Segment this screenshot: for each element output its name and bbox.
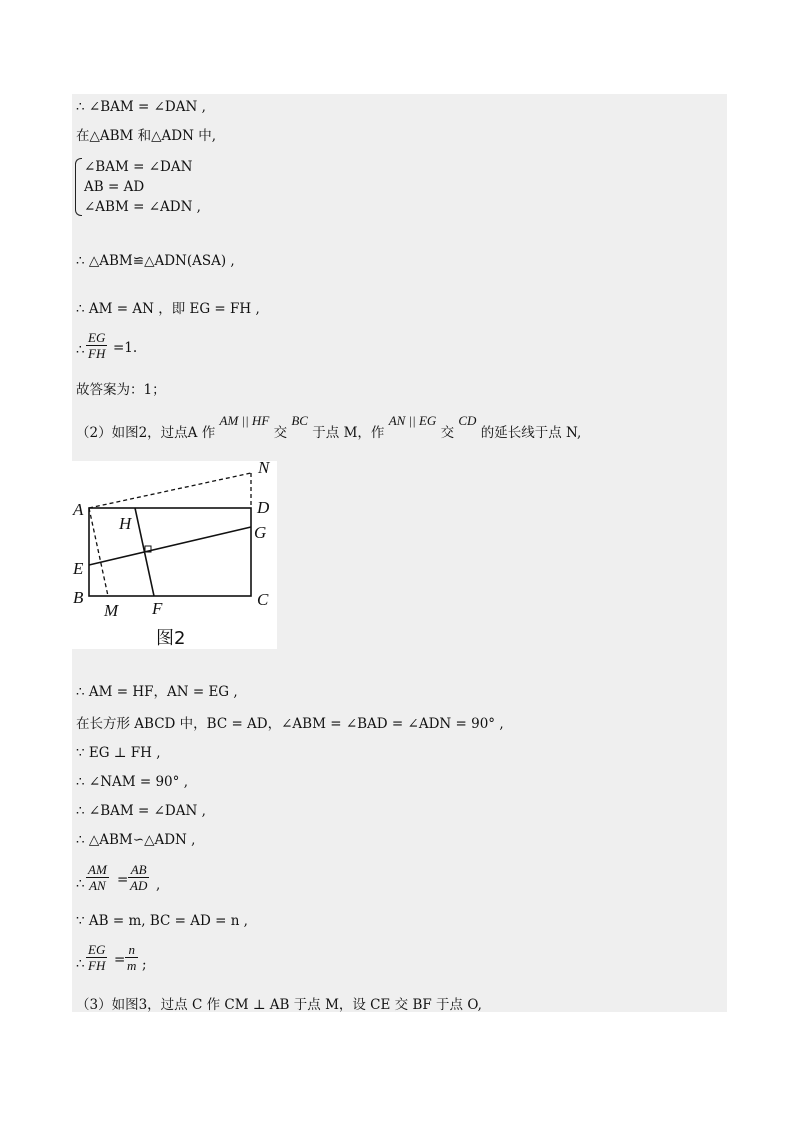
label-h: H: [119, 514, 132, 533]
label-a: A: [73, 500, 84, 519]
frac3-numerator-2: n: [125, 942, 138, 958]
part2-sup-an-eg: AN || EG: [388, 413, 437, 428]
label-m: M: [104, 601, 119, 620]
part2-sup-cd: CD: [458, 413, 477, 428]
part2-text-c: 于点 M，作: [312, 425, 385, 441]
frac2-numerator-1: AM: [88, 862, 107, 877]
part2-text-d: 交: [440, 425, 455, 441]
line-ab-m: ∵ AB = m, BC = AD = n ,: [76, 913, 248, 929]
frac2-suffix: ,: [156, 877, 161, 893]
frac3-suffix: ;: [142, 957, 147, 973]
frac1-numerator: EG: [88, 330, 106, 345]
part2-sup-bc: BC: [291, 413, 308, 428]
frac1-denominator: FH: [88, 346, 106, 361]
line-part-3: （3）如图3，过点 C 作 CM ⊥ AB 于点 M，设 CE 交 BF 于点 O,: [76, 997, 482, 1013]
label-f: F: [152, 599, 163, 618]
frac2-denominator-1: AN: [89, 878, 106, 893]
segment-an-dashed: [89, 473, 251, 508]
line-in-triangles: 在△ABM 和△ADN 中,: [76, 128, 217, 144]
line-perpendicular: ∵ EG ⊥ FH ,: [76, 745, 161, 761]
part2-text-b: 交: [273, 425, 288, 441]
frac3-prefix: ∴: [76, 956, 85, 972]
frac2-denominator-2: AD: [130, 878, 148, 893]
line-am-an: ∴ AM = AN ，即 EG = FH ,: [76, 301, 260, 317]
frac3-denominator-1: FH: [88, 958, 106, 973]
line-angle-nam: ∴ ∠NAM = 90° ,: [76, 774, 188, 790]
brace-line-3: ∠ABM = ∠ADN ,: [84, 199, 201, 215]
frac1-prefix: ∴: [76, 342, 85, 358]
label-b: B: [73, 588, 84, 607]
frac2-equals: =: [117, 872, 129, 888]
figure-2: [72, 461, 277, 649]
fraction-eg-fh-2: [86, 942, 107, 973]
label-n: N: [258, 461, 270, 477]
line-rectangle: 在长方形 ABCD 中，BC = AD，∠ABM = ∠BAD = ∠ADN = 90° ,: [76, 716, 504, 732]
part2-text-e: 的延长线于点 N,: [480, 425, 582, 441]
line-angle-equal: ∴ ∠BAM = ∠DAN ,: [76, 99, 206, 115]
fraction-eg-fh: [86, 330, 107, 361]
segment-am-dashed: [89, 508, 108, 596]
label-g: G: [254, 523, 267, 542]
line-angle-bam: ∴ ∠BAM = ∠DAN ,: [76, 803, 206, 819]
fraction-am-an: [86, 862, 109, 893]
brace-line-2: AB = AD: [84, 179, 145, 195]
fraction-ab-ad: [128, 862, 149, 893]
fraction-n-m: [125, 942, 138, 973]
label-c: C: [257, 590, 269, 609]
frac3-numerator-1: EG: [88, 942, 106, 957]
frac2-numerator-2: AB: [128, 862, 149, 878]
segment-eg: [89, 527, 251, 565]
frac1-suffix: =1.: [113, 340, 138, 356]
figure-2-diagram: [72, 461, 277, 649]
frac3-denominator-2: m: [127, 958, 137, 973]
label-d: D: [257, 498, 270, 517]
line-congruent: ∴ △ABM≌△ADN(ASA) ,: [76, 253, 235, 269]
part2-sup-am-hf: AM || HF: [219, 413, 270, 428]
line-answer: 故答案为：1；: [76, 382, 166, 398]
figure-caption: 图2: [156, 628, 186, 649]
rectangle-abcd: [89, 508, 251, 596]
line-am-hf: ∴ AM = HF，AN = EG ,: [76, 684, 238, 700]
label-e: E: [73, 559, 84, 578]
system-brace: [75, 158, 82, 216]
line-similar: ∴ △ABM∽△ADN ,: [76, 832, 196, 848]
frac3-equals: =: [114, 952, 126, 968]
line-part-2: [76, 413, 582, 442]
part2-text-a: （2）如图2，过点A 作: [76, 425, 216, 441]
frac2-prefix: ∴: [76, 876, 85, 892]
brace-line-1: ∠BAM = ∠DAN: [84, 159, 193, 175]
